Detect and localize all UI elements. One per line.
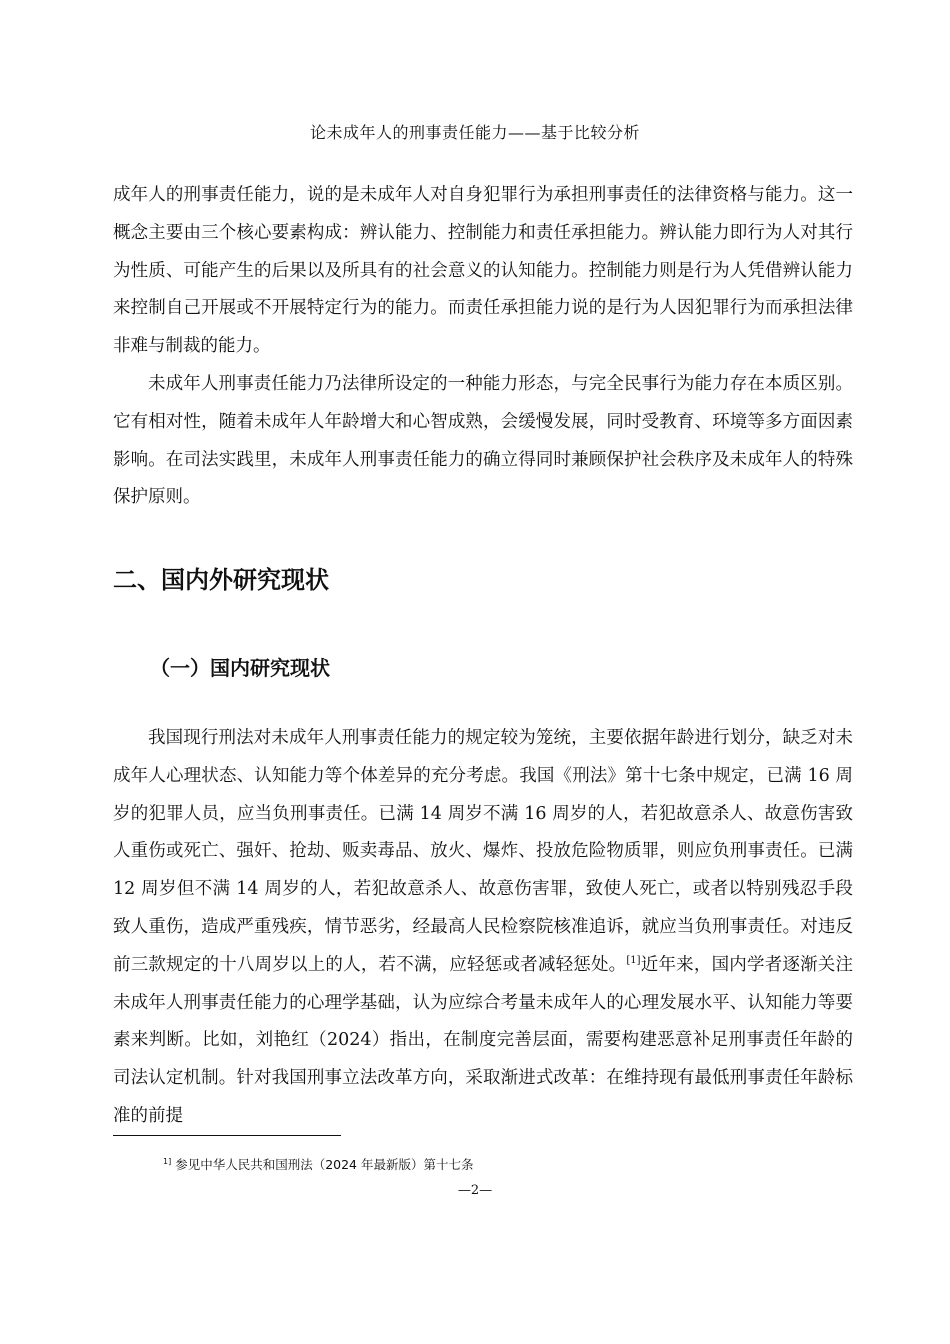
paragraph-text-part2: 近年来，国内学者逐渐关注未成年人刑事责任能力的心理学基础，认为应综合考量未成年人的心理发展水平、认知能力等要素来判断。比如，刘艳红（2024）指出，在制度完善层面，需要构建恶意补足刑事责任年龄的司法认定机制。针对我国刑事立法改革方向，采取渐进式改革：在维持现有最低刑事责任年龄标准的前提 [113,954,853,1126]
footnote-text: 参见中华人民共和国刑法（2024 年最新版）第十七条 [171,1157,474,1172]
paragraph-definition: 成年人的刑事责任能力，说的是未成年人对自身犯罪行为承担刑事责任的法律资格与能力。这一概念主要由三个核心要素构成：辨认能力、控制能力和责任承担能力。辨认能力即行为人对其行为性质、可能产生的后果以及所具有的社会意义的认知能力。控制能力则是行为人凭借辨认能力来控制自己开展或不开展特定行为的能力。而责任承担能力说的是行为人因犯罪行为而承担法律非难与制裁的能力。 [113,185,853,357]
page-number: —2— [457,1183,493,1198]
section-heading: 二、国内外研究现状 [113,566,329,594]
footnote [163,1155,473,1173]
running-header: 论未成年人的刑事责任能力——基于比较分析 [309,123,640,142]
subsection-heading: （一）国内研究现状 [150,656,330,680]
footnote-divider [113,1135,341,1136]
paragraph-nature: 未成年人刑事责任能力乃法律所设定的一种能力形态，与完全民事行为能力存在本质区别。它有相对性，随着未成年人年龄增大和心智成熟，会缓慢发展，同时受教育、环境等多方面因素影响。在司法实践里，未成年人刑事责任能力的确立得同时兼顾保护社会秩序及未成年人的特殊保护原则。 [113,374,853,508]
paragraph-text-part1: 我国现行刑法对未成年人刑事责任能力的规定较为笼统，主要依据年龄进行划分，缺乏对未成年人心理状态、认知能力等个体差异的充分考虑。我国《刑法》第十七条中规定，已满 16 周岁的犯罪人员，应当负刑事责任。已满 14 周岁不满 16 周岁的人，若犯故意杀人、故意伤害致人重伤或死亡、强奸、抢劫、贩卖毒品、放火、爆炸、投放危险物质罪，则应负刑事责任。已满 12 周岁但不满 14 周岁的人，若犯故意杀人、故意伤害罪，致使人死亡，或者以特别残忍手段致人重伤，造成严重残疾，情节恶劣，经最高人民检察院核准追诉，就应当负刑事责任。对违反前三款规定的十八周岁以上的人，若不满，应轻惩或者减轻惩处。 [113,728,853,975]
footnote-marker: 1] [163,1156,172,1166]
footnote-reference[interactable]: [1] [626,954,641,966]
paragraph-domestic-research [113,720,853,1136]
